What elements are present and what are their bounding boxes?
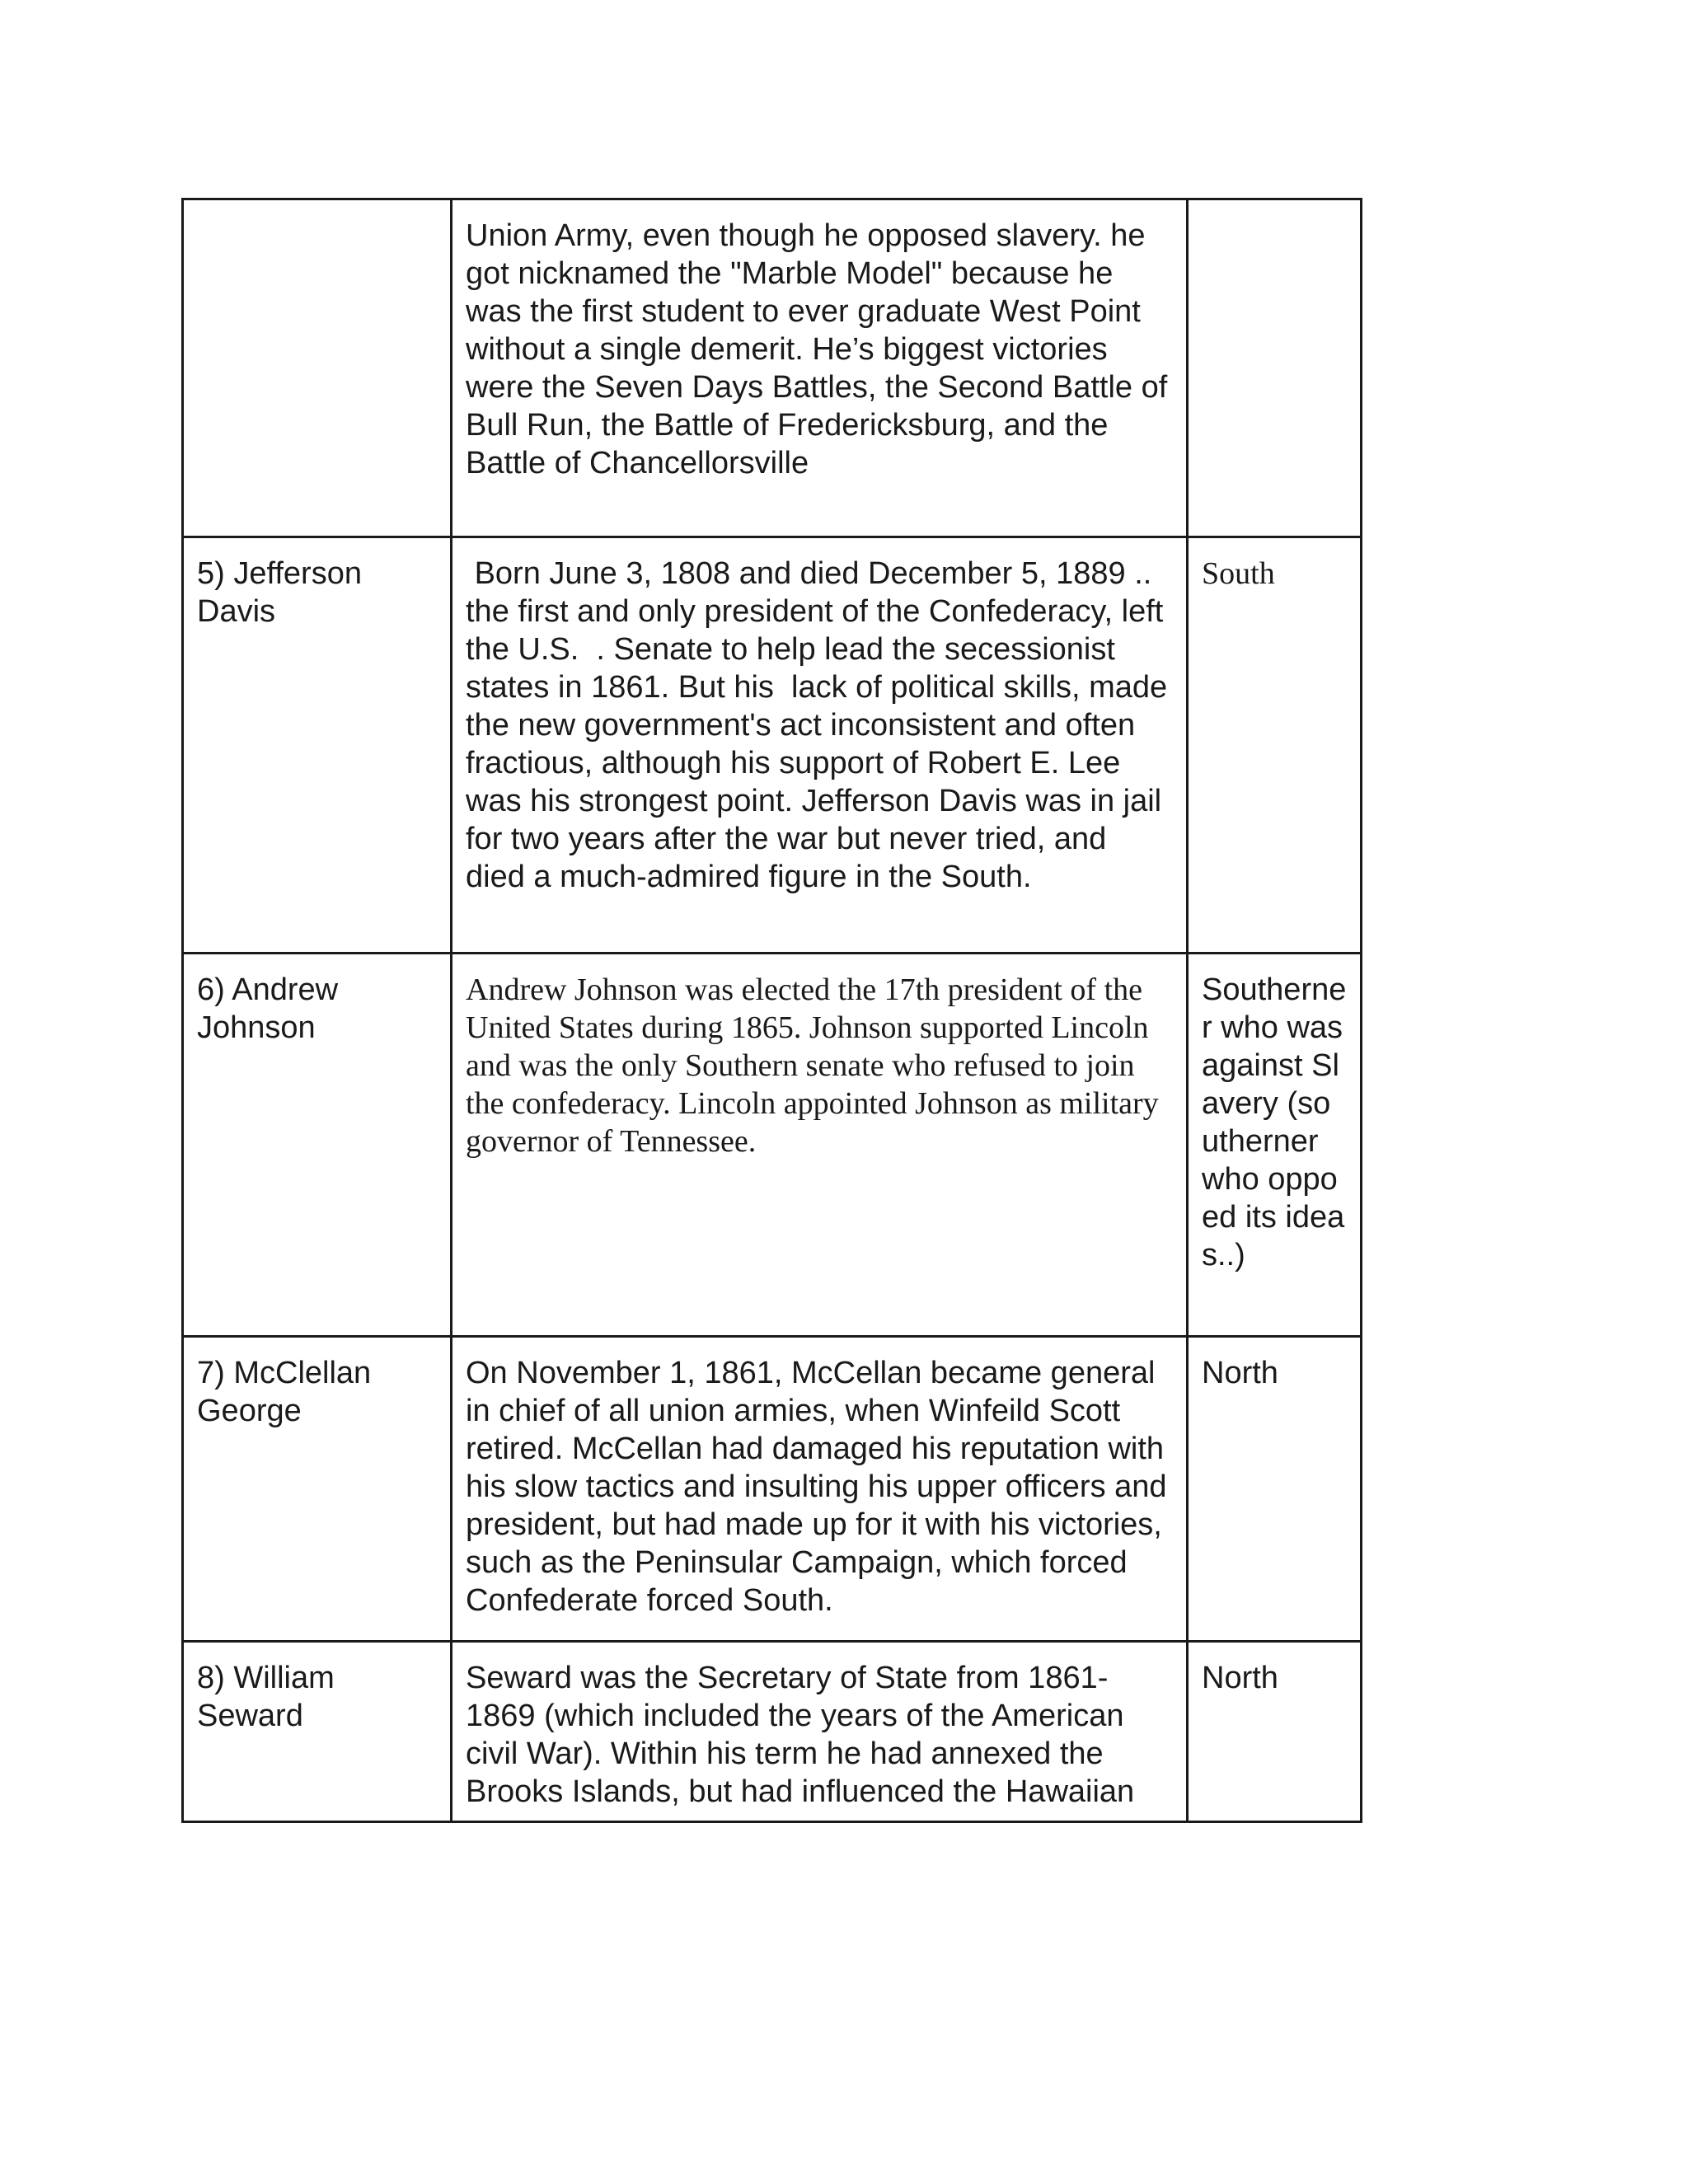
- figure-description: Born June 3, 1808 and died December 5, 1889 .. the first and only president of the Confederacy, left the U.S. . Senate to help lead the secessionist states in 1861. But his lack of political skills, made the new government's act inconsistent and often fractious, although his support of Robert E. Lee was his strongest point. Jefferson Davis was in jail for two years after the war but never tried, and died a much-admired figure in the South.: [466, 556, 1176, 894]
- description-cell: [452, 199, 1188, 537]
- figure-side: North: [1202, 1356, 1278, 1390]
- side-cell: [1188, 954, 1362, 1337]
- figure-description: On November 1, 1861, McCellan became general in chief of all union armies, when Winfeild Scott retired. McCellan had damaged his reputation with his slow tactics and insulting his upper officers and president, but had made up for it with his victories, such as the Peninsular Campaign, which forced Confederate forced South.: [466, 1356, 1167, 1618]
- figure-description: Union Army, even though he opposed slavery. he got nicknamed the "Marble Model" because he was the first student to ever graduate West Point without a single demerit. He’s biggest victories were the Seven Days Battles, the Second Battle of Bull Run, the Battle of Fredericksburg, and the Battle of Chancellorsville: [466, 218, 1168, 480]
- figure-side: North: [1202, 1661, 1278, 1695]
- name-cell: [183, 537, 452, 954]
- figures-table: [181, 198, 1362, 1823]
- figure-description: Seward was the Secretary of State from 1861-1869 (which included the years of the American civil War). Within his term he had annexed the Brooks Islands, but had influenced the Hawaiian: [466, 1661, 1135, 1809]
- figure-side: Southerner who was against Slavery (southerner who oppoed its ideas..): [1202, 972, 1347, 1272]
- figure-name: 6) Andrew Johnson: [197, 972, 339, 1045]
- figure-side: South: [1202, 556, 1275, 591]
- figure-name: 8) William Seward: [197, 1661, 335, 1733]
- description-cell: [452, 1642, 1188, 1822]
- table-row: [183, 199, 1362, 537]
- description-cell: [452, 1337, 1188, 1642]
- description-cell: [452, 954, 1188, 1337]
- table-row: [183, 1337, 1362, 1642]
- side-cell: [1188, 1337, 1362, 1642]
- name-cell: [183, 1642, 452, 1822]
- figure-description: Andrew Johnson was elected the 17th president of the United States during 1865. Johnson supported Lincoln and was the only Southern senate who refused to join the confederacy. Lincoln appointed Johnson as military governor of Tennessee.: [466, 972, 1159, 1159]
- name-cell: [183, 199, 452, 537]
- name-cell: [183, 1337, 452, 1642]
- table-row: [183, 537, 1362, 954]
- side-cell: [1188, 1642, 1362, 1822]
- table-row: [183, 954, 1362, 1337]
- table-row: [183, 1642, 1362, 1822]
- name-cell: [183, 954, 452, 1337]
- side-cell: [1188, 199, 1362, 537]
- figure-name: 7) McClellan George: [197, 1356, 372, 1428]
- figure-name: 5) Jefferson Davis: [197, 556, 362, 629]
- side-cell: [1188, 537, 1362, 954]
- description-cell: [452, 537, 1188, 954]
